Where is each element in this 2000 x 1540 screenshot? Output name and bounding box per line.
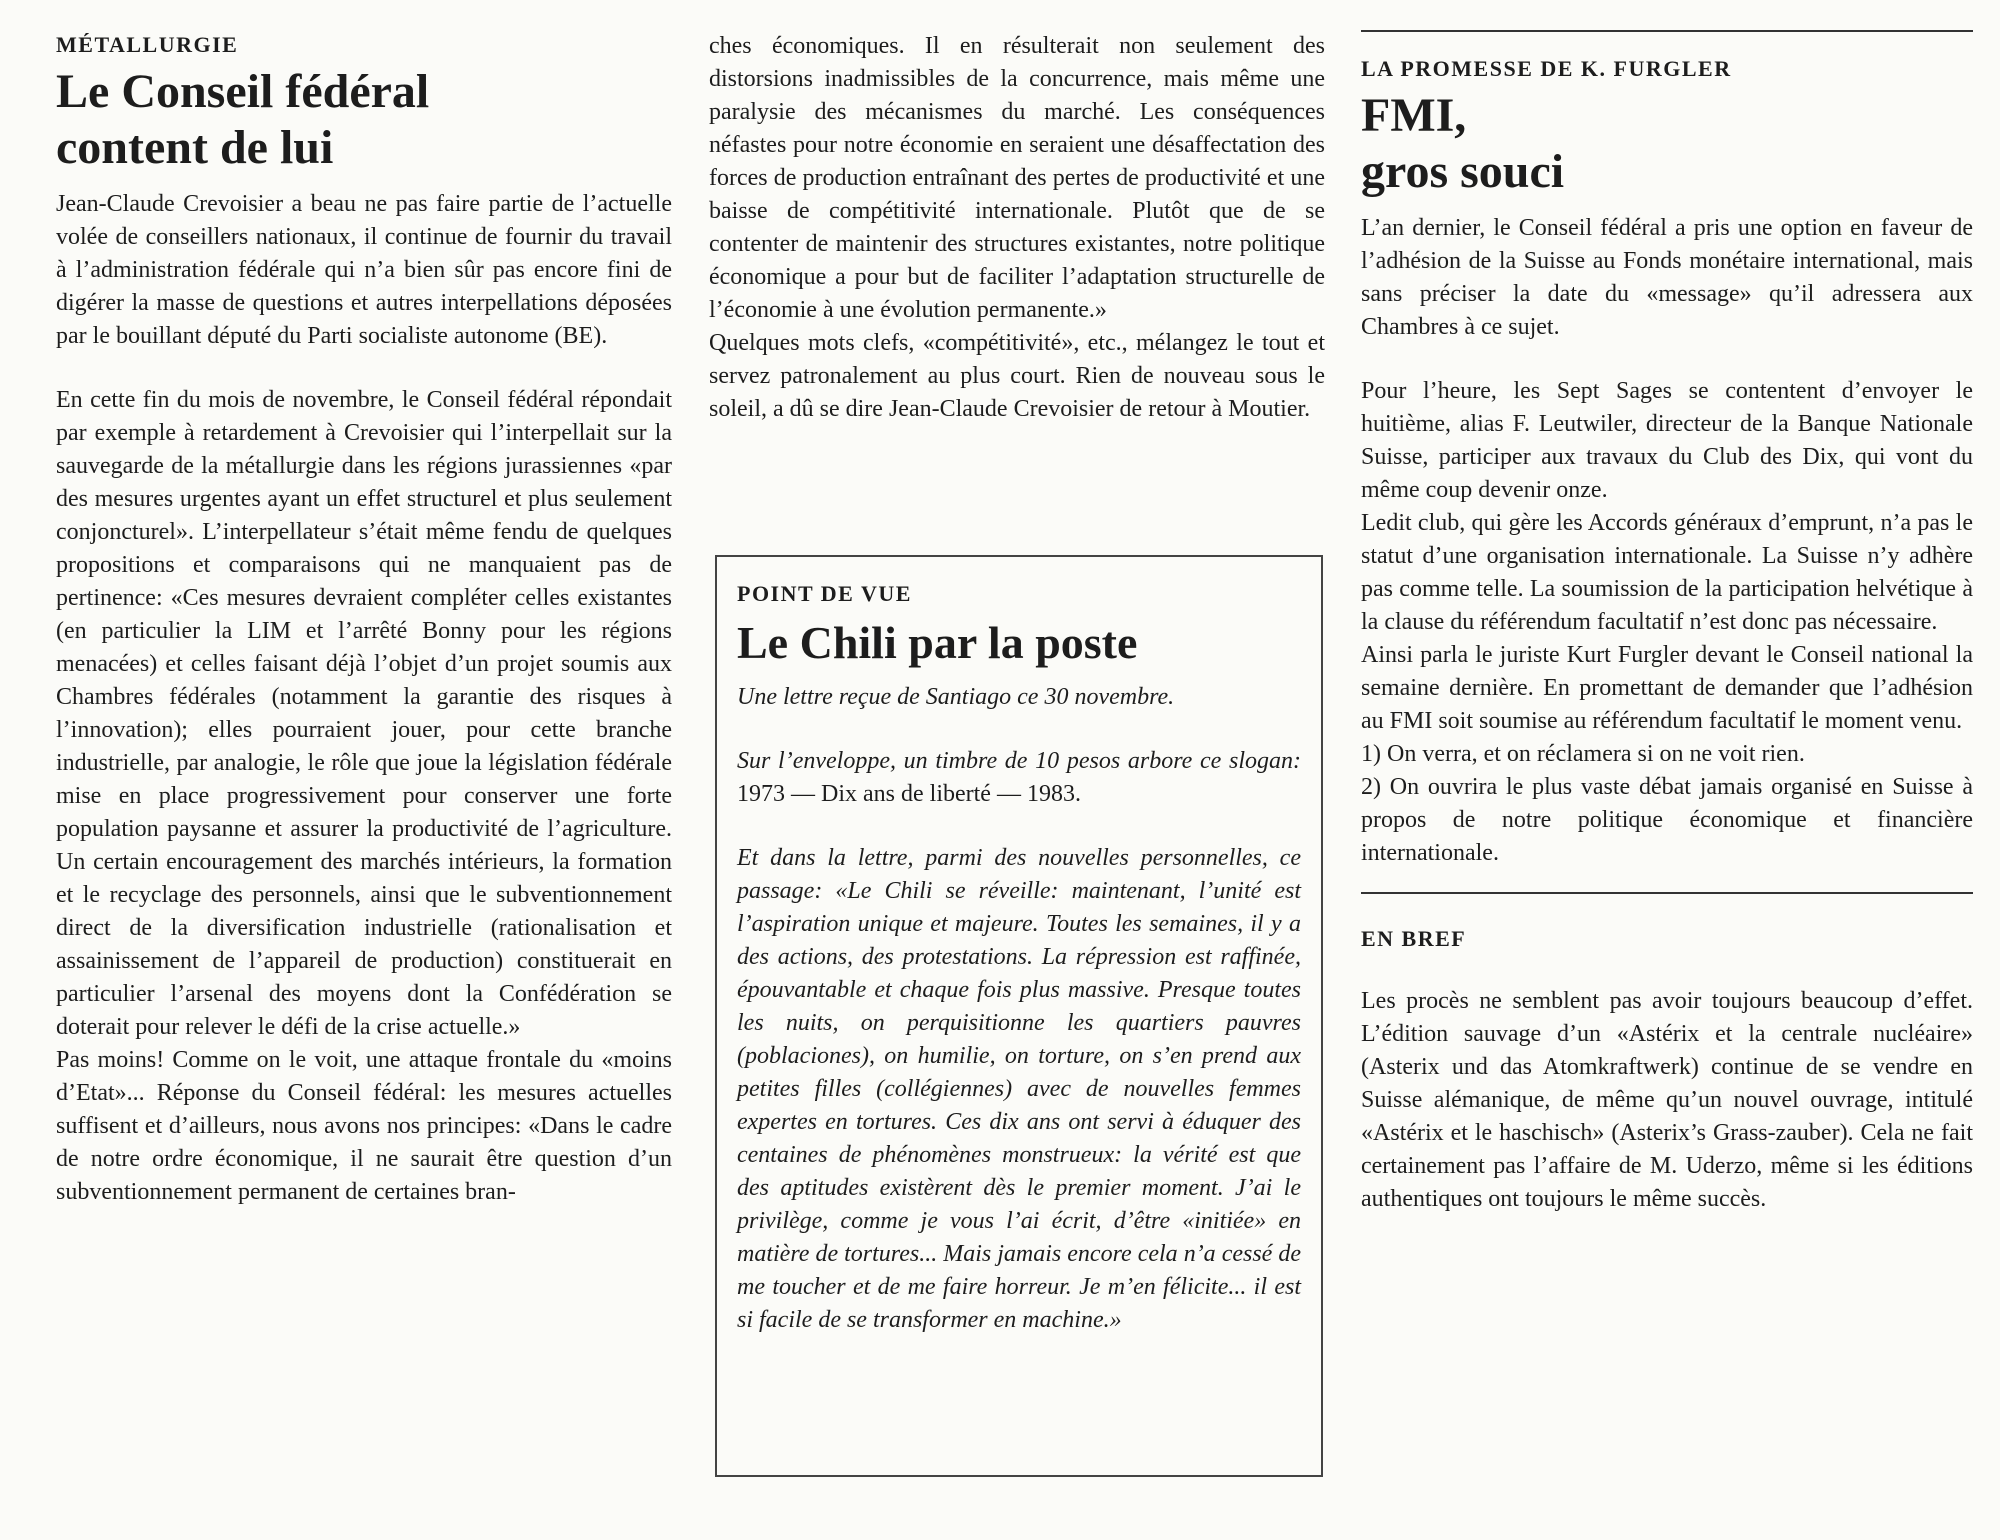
paragraph-1: Jean-Claude Crevoisier a beau ne pas faire partie de l’actuelle volée de conseillers nationaux, il continue de fournir du travail à l’administration fédérale qui n’a bien sûr pas encore fini de digérer la masse de questions et autres interpellations déposées par le bouillant député du Parti socialiste autonome (BE). — [56, 191, 672, 349]
fmi-paragraph-3: Ledit club, qui gère les Accords généraux d’emprunt, n’a pas le statut d’une organisation internationale. La Suisse n’y adhère pas comme telle. La soumission de la participation helvétique à la clause du référendum facultatif n’est donc pas nécessaire. — [1361, 510, 1973, 635]
headline-fmi-line-1: FMI, — [1361, 89, 1467, 142]
letter-paragraph: Et dans la lettre, parmi des nouvelles personnelles, ce passage: «Le Chili se réveille: maintenant, l’unité est l’aspiration unique et majeure. Toutes les semaines, il y a des actions, des protestations. La répression est raffinée, épouvantable et chaque fois plus massive. Presque toutes les nuits, on perquisitionne les quartiers pauvres (poblaciones), on humilie, on torture, on s’en prend aux petites filles (collégiennes) avec de nouvelles femmes expertes en tortures. Ces dix ans ont servi à éduquer des centaines de phénomènes monstrueux: la vérité est que des aptitudes existèrent dès le premier moment. J’ai le privilège, comme je vous l’ai écrit, d’être «initiée» en matière de tortures... Mais jamais encore cela n’a cessé de me toucher et de me faire horreur. Je m’en félicite... il est si facile de se transformer en machine.» — [737, 845, 1301, 1333]
envelope-text: Sur l’enveloppe, un timbre de 10 pesos arbore ce slogan: — [737, 748, 1301, 774]
fmi-point-2: 2) On ouvrira le plus vaste débat jamais organisé en Suisse à propos de notre politique économique et financière internationale. — [1361, 774, 1973, 866]
fmi-point-1: 1) On verra, et on réclamera si on ne voit rien. — [1361, 741, 1805, 767]
kicker-point-de-vue: POINT DE VUE — [737, 581, 912, 606]
headline-chili: Le Chili par la poste — [737, 617, 1138, 668]
fmi-paragraph-1: L’an dernier, le Conseil fédéral a pris une option en faveur de l’adhésion de la Suisse au Fonds monétaire international, mais sans préciser la date du «message» qu’il adressera aux Chambres à ce sujet. — [1361, 215, 1973, 340]
kicker-metallurgie: MÉTALLURGIE — [56, 32, 239, 57]
paragraph-3-part-1: Pas moins! Comme on le voit, une attaque frontale du «moins d’Etat»... Réponse du Conseil fédéral: les mesures actuelles suffisent et d’ailleurs, nous avons nos principes: «Dans le cadre de notre ordre économique, il ne saurait être question d’un subventionnement permanent de certaines bran- — [56, 1047, 672, 1205]
stamp-slogan: 1973 — Dix ans de liberté — 1983. — [737, 781, 1081, 807]
headline-line-2: content de lui — [56, 121, 334, 174]
paragraph-4: Quelques mots clefs, «compétitivité», etc., mélangez le tout et servez patronalement au plus court. Rien de nouveau sous le soleil, a dû se dire Jean-Claude Crevoisier de retour à Moutier. — [709, 330, 1325, 422]
envelope-paragraph — [737, 745, 1301, 811]
article-metallurgie-continued — [709, 30, 1325, 426]
point-de-vue-box — [715, 555, 1323, 1477]
article-fmi — [1361, 30, 1973, 1216]
article-metallurgie — [56, 30, 672, 1209]
paragraph-2: En cette fin du mois de novembre, le Conseil fédéral répondait par exemple à retardement à Crevoisier qui l’interpellait sur la sauvegarde de la métallurgie dans les régions jurassiennes «par des mesures urgentes ayant un effet structurel et plus seulement conjoncturel». L’interpellateur s’était même fendu de quelques propositions et comparaisons qui ne manquaient pas de pertinence: «Ces mesures devraient compléter celles existantes (en particulier la LIM et l’arrêté Bonny pour les régions menacées) et celles faisant déjà l’objet d’un projet soumis aux Chambres fédérales (notamment la garantie des risques à l’innovation); elles pourraient jouer, pour cette branche industrielle, par analogie, le rôle que joue la législation fédérale mise en place progressivement pour conserver une forte population paysanne et assurer la productivité de l’agriculture. Un certain encouragement des marchés intérieurs, la formation et le recyclage des personnels, ainsi que le subventionnement direct de la diversification industrielle (rationalisation et assainissement de l’appareil de production) constituerait en particulier l’arsenal des moyens dont la Confédération se doterait pour relever le défi de la crise actuelle.» — [56, 387, 672, 1040]
headline-line-1: Le Conseil fédéral — [56, 65, 430, 118]
kicker-en-bref: EN BREF — [1361, 926, 1467, 951]
en-bref-paragraph: Les procès ne semblent pas avoir toujours beaucoup d’effet. L’édition sauvage d’un «Astérix et la centrale nucléaire» (Asterix und das Atomkraftwerk) continue de se vendre en Suisse alémanique, de même qu’un nouvel ouvrage, intitulé «Astérix et le haschisch» (Asterix’s Grass-zauber). Cela ne fait certainement pas l’affaire de M. Uderzo, même si les éditions authentiques ont toujours le même succès. — [1361, 988, 1973, 1212]
lead-italic: Une lettre reçue de Santiago ce 30 novembre. — [737, 684, 1175, 710]
headline-fmi — [1361, 88, 1973, 200]
paragraph-3-part-2: ches économiques. Il en résulterait non seulement des distorsions inadmissibles de la concurrence, mais même une paralysie des mécanismes du marché. Les conséquences néfastes pour notre économie en seraient une désaffectation des forces de production entraînant des pertes de productivité et une baisse de compétitivité internationale. Plutôt que de se contenter de maintenir des structures existantes, notre politique économique a pour but de faciliter l’adaptation structurelle de l’économie à une évolution permanente.» — [709, 33, 1325, 323]
kicker-furgler: LA PROMESSE DE K. FURGLER — [1361, 56, 1732, 81]
headline-fmi-line-2: gros souci — [1361, 145, 1565, 198]
fmi-paragraph-4: Ainsi parla le juriste Kurt Furgler devant le Conseil national la semaine dernière. En promettant de demander que l’adhésion au FMI soit soumise au référendum facultatif le moment venu. — [1361, 642, 1973, 734]
fmi-paragraph-2: Pour l’heure, les Sept Sages se contentent d’envoyer le huitième, alias F. Leutwiler, directeur de la Banque Nationale Suisse, participer aux travaux du Club des Dix, qui vont du même coup devenir onze. — [1361, 378, 1973, 503]
headline-conseil-federal — [56, 64, 672, 176]
